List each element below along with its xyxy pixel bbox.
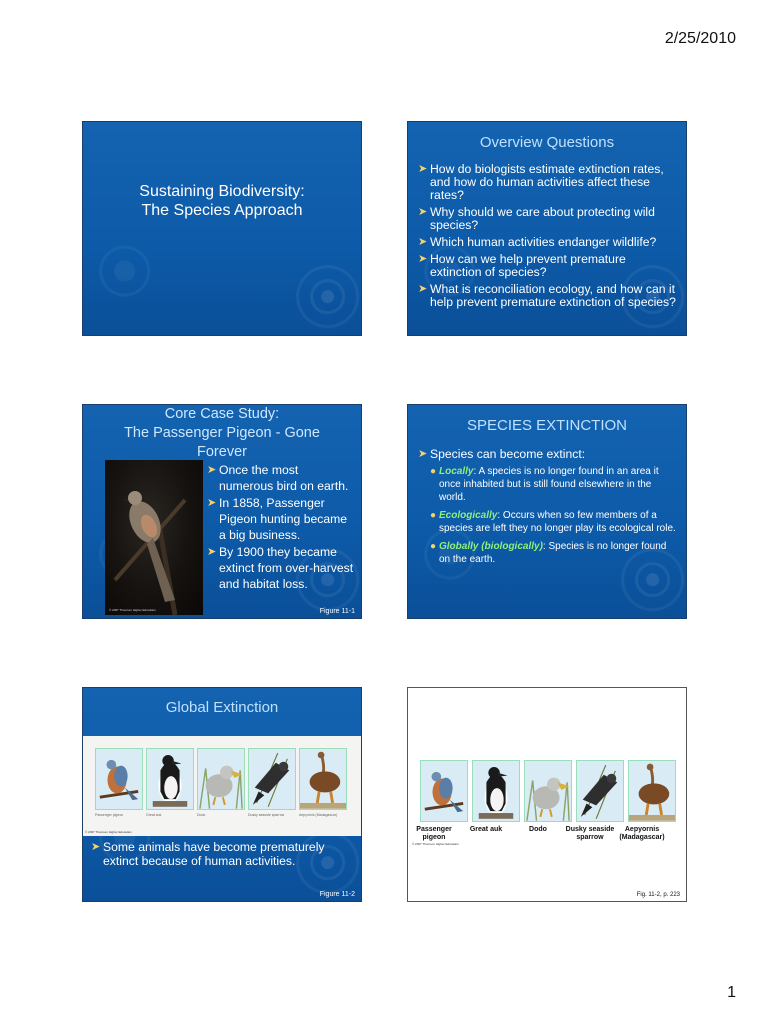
list-item [418, 163, 680, 202]
extinct-birds-figure [420, 760, 676, 822]
bullet-text: What is reconciliation ecology, and how can it help prevent premature extinction of species? [430, 282, 676, 309]
arrow-bullet-icon: ➤ [207, 546, 217, 558]
key-term: Ecologically [439, 510, 498, 521]
slide-heading: Overview Questions [479, 134, 615, 151]
heading-line: Core Case Study: [164, 406, 280, 422]
slide-heading: SPECIES EXTINCTION [466, 417, 628, 434]
list-item [418, 206, 680, 232]
sub-bullet-list [430, 465, 680, 566]
arrow-bullet-icon: ➤ [418, 448, 428, 460]
dot-bullet-icon: ● [430, 510, 437, 521]
arrow-bullet-icon: ➤ [207, 464, 217, 476]
great-auk-illustration [472, 760, 520, 822]
bird-caption: Aepyornis (Madagascar) [619, 826, 665, 841]
aepyornis-illustration [628, 760, 676, 822]
bird-caption: Dodo [197, 813, 206, 817]
heading-line: The Passenger Pigeon - Gone [124, 425, 320, 441]
slide-title-text [83, 182, 361, 220]
list-item [418, 253, 680, 279]
figure-label: Figure 11-1 [319, 608, 355, 615]
slide-title [82, 121, 362, 336]
list-item [207, 462, 355, 494]
bird-caption: Aepyornis (Madagascar) [299, 813, 338, 817]
bird-caption: Dusky seaside sparrow [248, 813, 285, 817]
dusky-seaside-sparrow-illustration [576, 760, 624, 822]
arrow-bullet-icon: ➤ [418, 283, 428, 295]
bullet-list [207, 462, 355, 593]
passenger-pigeon-illustration [95, 748, 143, 810]
bird-caption: Passenger pigeon [95, 813, 124, 817]
slide-core-case-study [82, 404, 362, 619]
title-line: Sustaining Biodiversity: [139, 183, 305, 200]
key-term: Globally (biologically) [439, 541, 543, 552]
definition-text: : A species is no longer found in an area it once inhabited but is still found elsewhere in the world. [439, 466, 659, 503]
copyright-text: © 2007 Thomson Higher Education [412, 842, 459, 846]
bullet-text: By 1900 they became extinct from over-harvest and habitat loss. [219, 545, 354, 591]
list-item [418, 283, 680, 309]
bullet-text: How do biologists estimate extinction rates, and how do human activities affect these rates? [430, 162, 664, 202]
arrow-bullet-icon: ➤ [418, 206, 428, 218]
copyright-text: © 2007 Thomson Higher Education [85, 830, 132, 834]
bullet-text: Why should we care about protecting wild species? [430, 205, 655, 232]
bullet-text: Species can become extinct: [430, 447, 586, 461]
slide-extinct-birds-figure [407, 687, 687, 902]
bullet-text: In 1858, Passenger Pigeon hunting became a big business. [219, 496, 348, 542]
page-number: 1 [727, 984, 736, 1001]
definition-text: : Species is no longer found on the earth. [439, 541, 667, 565]
title-line: The Species Approach [141, 202, 303, 219]
great-auk-illustration [146, 748, 194, 810]
dusky-seaside-sparrow-illustration [248, 748, 296, 810]
bird-caption: Great auk [146, 813, 162, 817]
figure-label: Figure 11-2 [319, 891, 355, 898]
photo-credit: © 2007 Thomson Higher Education [109, 608, 156, 612]
bullet-text: Once the most numerous bird on earth. [219, 463, 349, 493]
bullet-text: Some animals have become prematurely extinct because of human activities. [103, 840, 325, 868]
definition-text: : Occurs when so few members of a species are left they no longer play its ecological role. [439, 510, 676, 534]
bird-caption: Passenger pigeon [416, 826, 452, 841]
list-item [207, 495, 355, 543]
slide-species-extinction [407, 404, 687, 619]
arrow-bullet-icon: ➤ [418, 236, 428, 248]
list-item [430, 465, 680, 504]
bullet-list [418, 448, 680, 461]
figure-label: Fig. 11-2, p. 223 [636, 892, 680, 898]
extinct-birds-figure [83, 736, 361, 836]
dot-bullet-icon: ● [430, 466, 437, 477]
list-item [430, 540, 680, 566]
bird-caption: Dodo [529, 826, 547, 833]
passenger-pigeon-illustration [420, 760, 468, 822]
bird-caption: Dusky seaside sparrow [565, 826, 615, 841]
slide-global-extinction [82, 687, 362, 902]
list-item [207, 544, 355, 592]
page-date: 2/25/2010 [664, 30, 736, 47]
slide-heading [83, 405, 361, 462]
list-item [418, 448, 680, 461]
key-term: Locally [439, 466, 474, 477]
passenger-pigeon-photo [105, 460, 203, 615]
aepyornis-illustration [299, 748, 347, 810]
bullet-list [91, 840, 353, 868]
bullet-list [418, 163, 680, 309]
arrow-bullet-icon: ➤ [207, 497, 217, 509]
slide-overview-questions [407, 121, 687, 336]
list-item [430, 509, 680, 535]
bird-caption: Great auk [469, 826, 503, 833]
arrow-bullet-icon: ➤ [418, 163, 428, 175]
dot-bullet-icon: ● [430, 541, 437, 552]
heading-line: Forever [197, 444, 247, 460]
list-item [91, 840, 353, 868]
arrow-bullet-icon: ➤ [91, 841, 101, 853]
slide-heading: Global Extinction [165, 699, 279, 716]
bullet-text: Which human activities endanger wildlife? [430, 235, 657, 249]
dodo-illustration [197, 748, 245, 810]
bullet-text: How can we help prevent premature extinction of species? [430, 252, 626, 279]
list-item [418, 236, 680, 249]
arrow-bullet-icon: ➤ [418, 253, 428, 265]
dodo-illustration [524, 760, 572, 822]
